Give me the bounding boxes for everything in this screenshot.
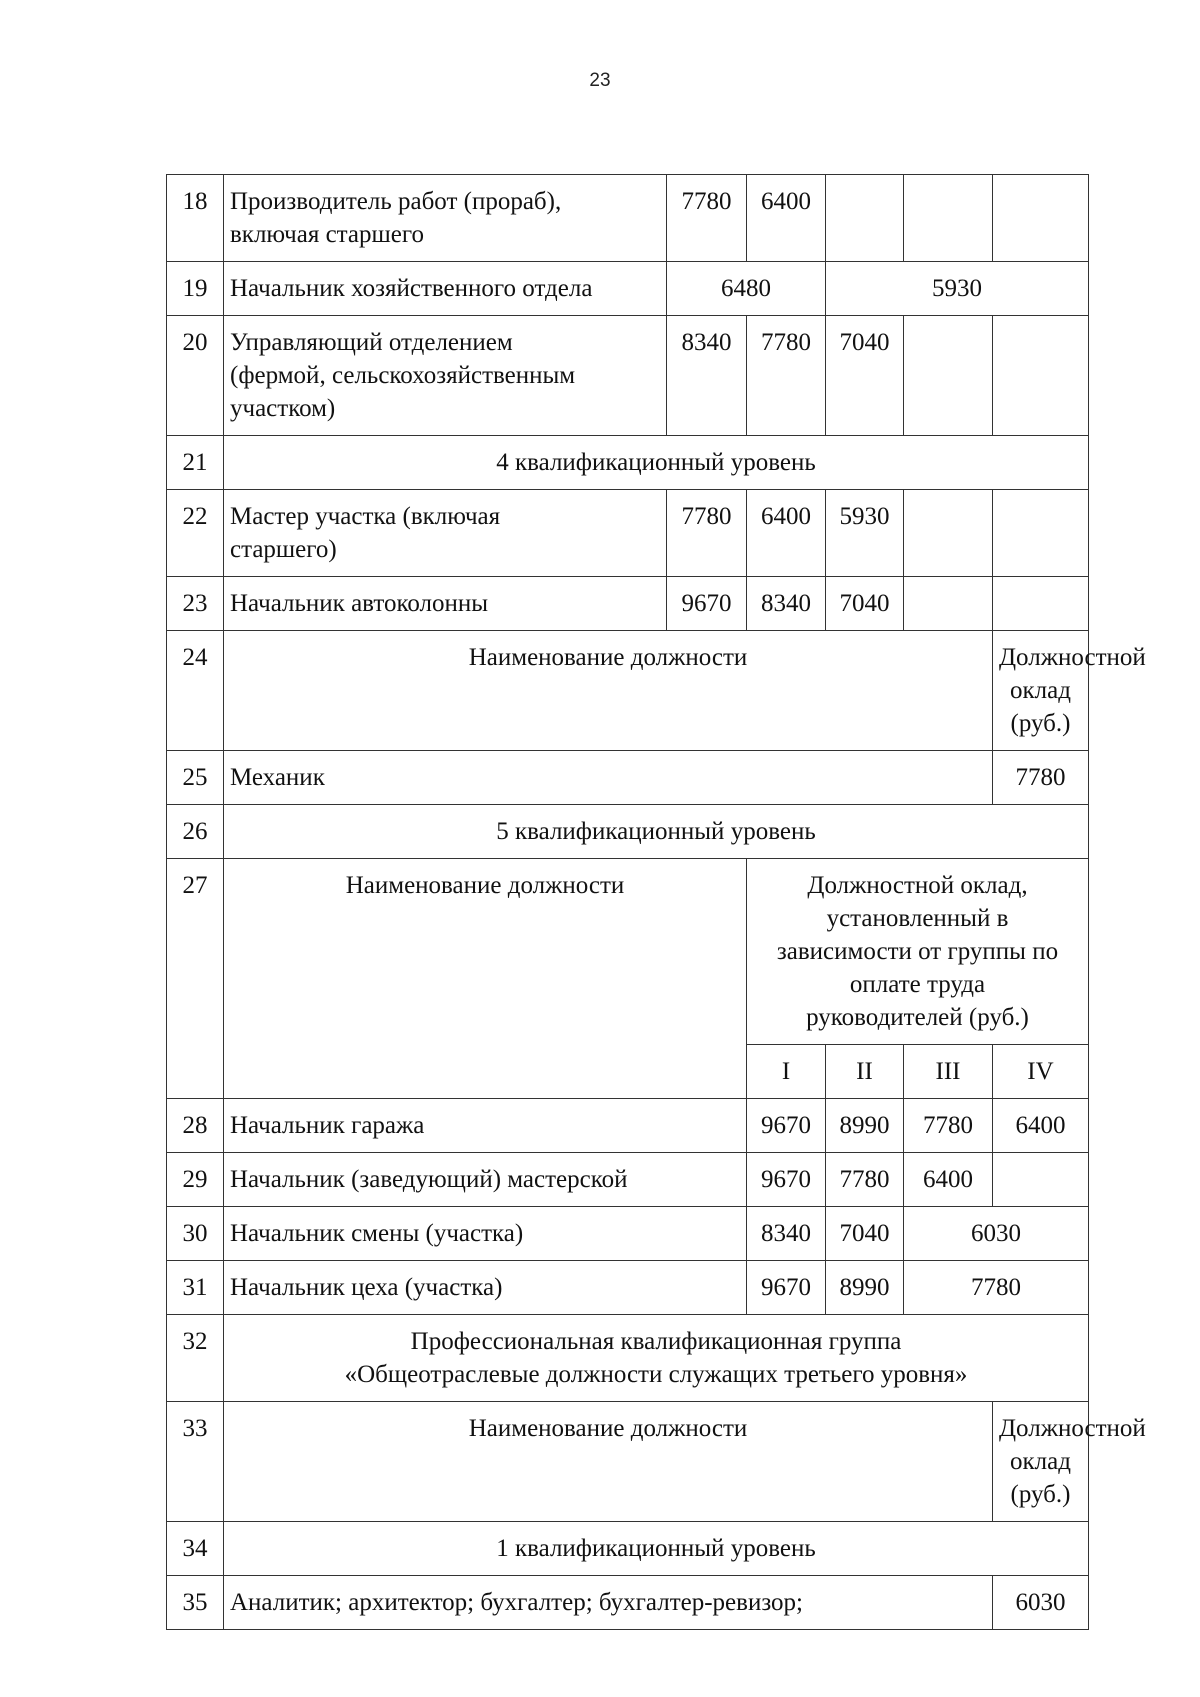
table-row-28: [167, 1099, 1089, 1153]
row-number: 29: [167, 1153, 224, 1207]
salary-cell: 5930: [826, 262, 1089, 316]
row-number: 28: [167, 1099, 224, 1153]
salary-cell: 9670: [667, 577, 747, 631]
empty-cell: [904, 175, 993, 262]
table-row-22: [167, 490, 1089, 577]
salary-cell: 7780: [747, 316, 826, 436]
position-name: Мастер участка (включая старшего): [224, 490, 667, 577]
table-row-26: [167, 805, 1089, 859]
column-header-salary: Должностной оклад (руб.): [993, 1402, 1089, 1522]
table-row-21: [167, 436, 1089, 490]
salary-cell: 6400: [747, 490, 826, 577]
salary-cell: 6400: [993, 1099, 1089, 1153]
qualification-level-heading: 4 квалификационный уровень: [224, 436, 1089, 490]
salary-cell: 7780: [667, 175, 747, 262]
professional-group-heading: Профессиональная квалификационная группа «Общеотраслевые должности служащих третьего уровня»: [224, 1315, 1089, 1402]
position-name: Производитель работ (прораб), включая старшего: [224, 175, 667, 262]
salary-cell: 6400: [904, 1153, 993, 1207]
salary-cell: 8340: [747, 1207, 826, 1261]
row-number: 21: [167, 436, 224, 490]
column-header-name: Наименование должности: [224, 631, 993, 751]
row-number: 23: [167, 577, 224, 631]
row-number: 33: [167, 1402, 224, 1522]
empty-cell: [904, 577, 993, 631]
qualification-level-heading: 5 квалификационный уровень: [224, 805, 1089, 859]
empty-cell: [993, 1153, 1089, 1207]
column-header-name: Наименование должности: [224, 859, 747, 1099]
row-number: 32: [167, 1315, 224, 1402]
table-row-31: [167, 1261, 1089, 1315]
position-name: Начальник смены (участка): [224, 1207, 747, 1261]
empty-cell: [993, 175, 1089, 262]
table-row-19: [167, 262, 1089, 316]
position-name: Начальник (заведующий) мастерской: [224, 1153, 747, 1207]
salary-cell: 6400: [747, 175, 826, 262]
position-name: Начальник хозяйственного отдела: [224, 262, 667, 316]
salary-cell: 6030: [993, 1576, 1089, 1630]
column-header-salary-groups: Должностной оклад, установленный в зависимости от группы по оплате труда руководителей (руб.): [747, 859, 1089, 1045]
position-name: Управляющий отделением (фермой, сельскохозяйственным участком): [224, 316, 667, 436]
row-number: 18: [167, 175, 224, 262]
salary-cell: 8990: [826, 1099, 904, 1153]
salary-cell: 7040: [826, 316, 904, 436]
row-number: 31: [167, 1261, 224, 1315]
salary-cell: 9670: [747, 1153, 826, 1207]
column-header-salary: Должностной оклад (руб.): [993, 631, 1089, 751]
empty-cell: [993, 490, 1089, 577]
salary-cell: 8340: [667, 316, 747, 436]
table-row-27: [167, 859, 1089, 1045]
page-number: 23: [589, 70, 611, 91]
row-number: 34: [167, 1522, 224, 1576]
table-row-25: [167, 751, 1089, 805]
salary-cell: 6480: [667, 262, 826, 316]
table-row-24: [167, 631, 1089, 751]
empty-cell: [904, 490, 993, 577]
table-row-29: [167, 1153, 1089, 1207]
empty-cell: [826, 175, 904, 262]
salary-cell: 9670: [747, 1099, 826, 1153]
table-row-33: [167, 1402, 1089, 1522]
salary-cell: 7780: [826, 1153, 904, 1207]
position-name: Начальник цеха (участка): [224, 1261, 747, 1315]
row-number: 26: [167, 805, 224, 859]
empty-cell: [993, 316, 1089, 436]
row-number: 20: [167, 316, 224, 436]
group-header-3: III: [904, 1045, 993, 1099]
row-number: 35: [167, 1576, 224, 1630]
row-number: 30: [167, 1207, 224, 1261]
row-number: 27: [167, 859, 224, 1099]
group-header-2: II: [826, 1045, 904, 1099]
row-number: 19: [167, 262, 224, 316]
row-number: 24: [167, 631, 224, 751]
salary-cell: 7780: [904, 1099, 993, 1153]
table-row-35: [167, 1576, 1089, 1630]
salary-cell: 6030: [904, 1207, 1089, 1261]
table-row-30: [167, 1207, 1089, 1261]
table-row-34: [167, 1522, 1089, 1576]
qualification-level-heading: 1 квалификационный уровень: [224, 1522, 1089, 1576]
position-name: Начальник автоколонны: [224, 577, 667, 631]
salary-cell: 7780: [993, 751, 1089, 805]
row-number: 22: [167, 490, 224, 577]
salary-cell: 7780: [667, 490, 747, 577]
table-row-20: [167, 316, 1089, 436]
salary-table: [166, 174, 1146, 1630]
empty-cell: [904, 316, 993, 436]
empty-cell: [993, 577, 1089, 631]
row-number: 25: [167, 751, 224, 805]
group-header-4: IV: [993, 1045, 1089, 1099]
column-header-name: Наименование должности: [224, 1402, 993, 1522]
salary-cell: 9670: [747, 1261, 826, 1315]
table-row-18: [167, 175, 1089, 262]
table-row-23: [167, 577, 1089, 631]
position-name: Начальник гаража: [224, 1099, 747, 1153]
position-name: Механик: [224, 751, 993, 805]
group-header-1: I: [747, 1045, 826, 1099]
position-name: Аналитик; архитектор; бухгалтер; бухгалтер-ревизор;: [224, 1576, 993, 1630]
salary-cell: 7040: [826, 577, 904, 631]
salary-cell: 8340: [747, 577, 826, 631]
table-row-32: [167, 1315, 1089, 1402]
salary-cell: 7780: [904, 1261, 1089, 1315]
salary-cell: 7040: [826, 1207, 904, 1261]
salary-cell: 8990: [826, 1261, 904, 1315]
salary-cell: 5930: [826, 490, 904, 577]
